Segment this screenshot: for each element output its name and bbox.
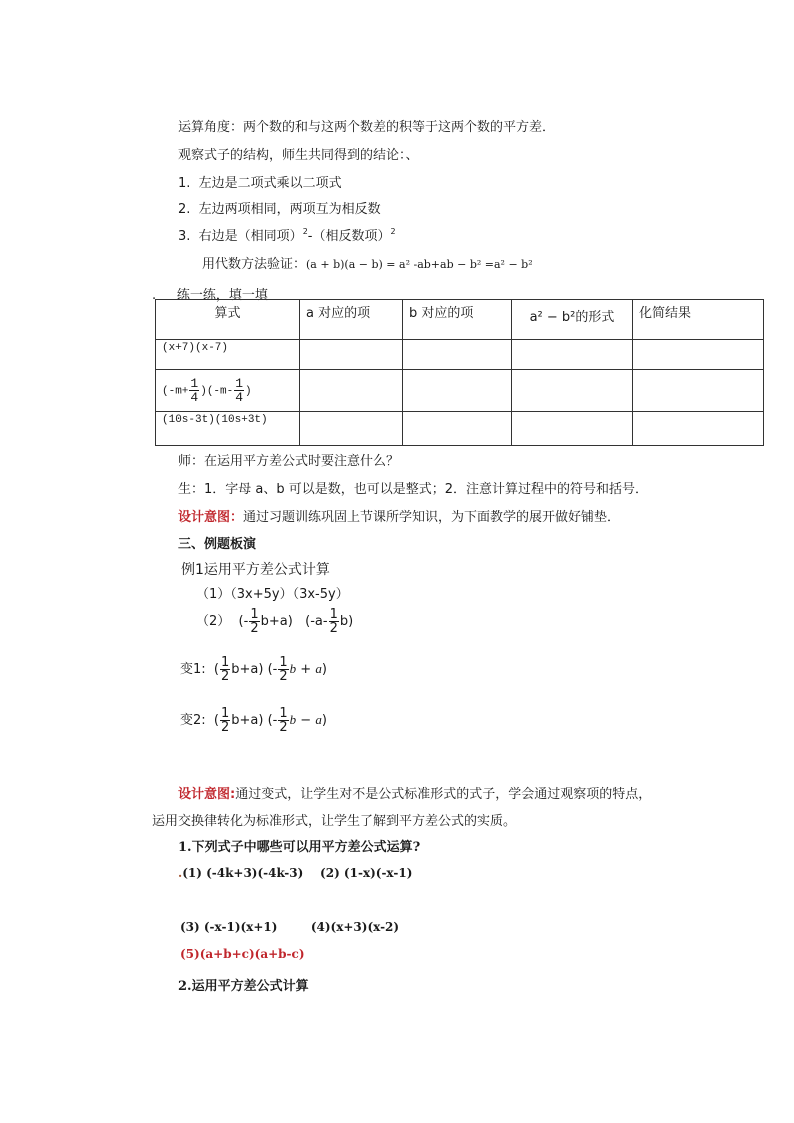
item-number: 2. (178, 202, 191, 217)
row-formula-fraction: (-m+ $\frac{1}{4}$ )(-m- $\frac{1}{4}$ ) (156, 370, 300, 412)
exercise-question-2: 2.运用平方差公式计算 (178, 979, 309, 994)
practice-dot: . (152, 288, 157, 303)
header-formula: 算式 (156, 300, 300, 340)
design-intent-label: 设计意图： (178, 510, 244, 525)
design-intent-label: 设计意图: (178, 787, 236, 802)
form-cell[interactable] (512, 340, 633, 370)
item-text: 左边是二项式乘以二项式 (198, 176, 342, 191)
table-row (156, 412, 764, 446)
exercise-row-2 (180, 920, 399, 934)
result-cell[interactable] (633, 340, 764, 370)
variant-2-label: 变2: (180, 713, 206, 728)
table-row (156, 370, 764, 412)
design-intent-text: 通过变式，让学生对不是公式标准形式的式子，学会通过观察项的特点， (235, 787, 652, 802)
student-answer: 生：1．字母 a、b 可以是数，也可以是整式；2．注意计算过程中的符号和括号． (178, 482, 649, 497)
form-cell[interactable] (512, 412, 633, 446)
teacher-question: 师：在运用平方差公式时要注意什么？ (178, 454, 400, 469)
header-a-term: a 对应的项 (300, 300, 403, 340)
variant-1: 变1: ( $\frac{1}{2}$ b+a) (- $\frac{1}{2}$ b + a) (180, 655, 327, 684)
exercise-part-1: (1) (-4k+3)(-4k-3) (182, 866, 304, 880)
header-b-term: b 对应的项 (403, 300, 512, 340)
design-intent-text: 通过习题训练巩固上节课所学知识，为下面教学的展开做好铺垫． (243, 510, 621, 525)
header-result: 化简结果 (633, 300, 764, 340)
exercise-part-2: (2) (1-x)(-x-1) (320, 866, 413, 880)
a-term-cell[interactable] (300, 412, 403, 446)
item-number: 1. (178, 176, 191, 191)
exercise-part-4: (4)(x+3)(x-2) (310, 920, 400, 934)
b-term-cell[interactable] (403, 340, 512, 370)
result-cell[interactable] (633, 412, 764, 446)
exercise-row-1: .(1) (-4k+3)(-4k-3) (2) (1-x)(-x-1) (178, 866, 413, 880)
verify-label: 用代数方法验证： (202, 257, 307, 272)
practice-title: 练一练，填一填 (176, 288, 268, 303)
form-cell[interactable] (512, 370, 633, 412)
table-row (156, 340, 764, 370)
exercise-part-3: (3) (-x-1)(x+1) (180, 920, 278, 934)
result-cell[interactable] (633, 370, 764, 412)
intro-line-2: 观察式子的结构，师生共同得到的结论：、 (178, 148, 419, 163)
table-header-row (156, 300, 764, 340)
item-text: 左边两项相同，两项互为相反数 (198, 202, 381, 217)
a-term-cell[interactable] (300, 370, 403, 412)
item-number: 3. (178, 229, 191, 244)
a-term-cell[interactable] (300, 340, 403, 370)
b-term-cell[interactable] (403, 370, 512, 412)
design-intent-1 (178, 506, 620, 525)
verify-formula: (a + b)(a − b) = a² -ab+ab − b² =a² − b² (306, 258, 533, 271)
example-1: （1）（3x+5y）（3x-5y） (196, 587, 349, 602)
b-term-cell[interactable] (403, 412, 512, 446)
conclusion-item-3: 3. 右边是（相同项）$^2$-（相反数项）$^2$ (178, 227, 396, 244)
section-heading: 三、例题板演 (178, 537, 257, 552)
example-2-number: （2） (196, 614, 231, 629)
practice-table (155, 299, 764, 446)
example-2: （2） (- $\frac{1}{2}$ b+a) (-a- $\frac{1}{2}$ b) (196, 607, 354, 636)
variant-1-label: 变1: (180, 662, 206, 677)
verify-line (202, 253, 533, 272)
exercise-part-5: (5)(a+b+c)(a+b-c) (180, 947, 305, 961)
row-formula: (x+7)(x-7) (156, 340, 300, 370)
conclusion-item-2 (178, 198, 381, 217)
row-formula: (10s-3t)(10s+3t) (156, 412, 300, 446)
exercise-question-1: 1.下列式子中哪些可以用平方差公式运算? (178, 840, 421, 855)
intro-line-1: 运算角度：两个数的和与这两个数差的积等于这两个数的平方差． (178, 120, 556, 135)
conclusion-item-1 (178, 172, 342, 191)
design-intent-2 (178, 783, 651, 802)
example-title: 例1运用平方差公式计算 (181, 562, 330, 578)
variant-2: 变2: ( $\frac{1}{2}$ b+a) (- $\frac{1}{2}$ b − a) (180, 706, 327, 735)
header-form: a² − b²的形式 (512, 300, 633, 340)
item-text-a: 右边是（相同项） (198, 229, 303, 244)
design-intent-2-continued: 运用交换律转化为标准形式，让学生了解到平方差公式的实质。 (152, 814, 517, 829)
item-text-b: -（相反数项） (307, 229, 391, 244)
